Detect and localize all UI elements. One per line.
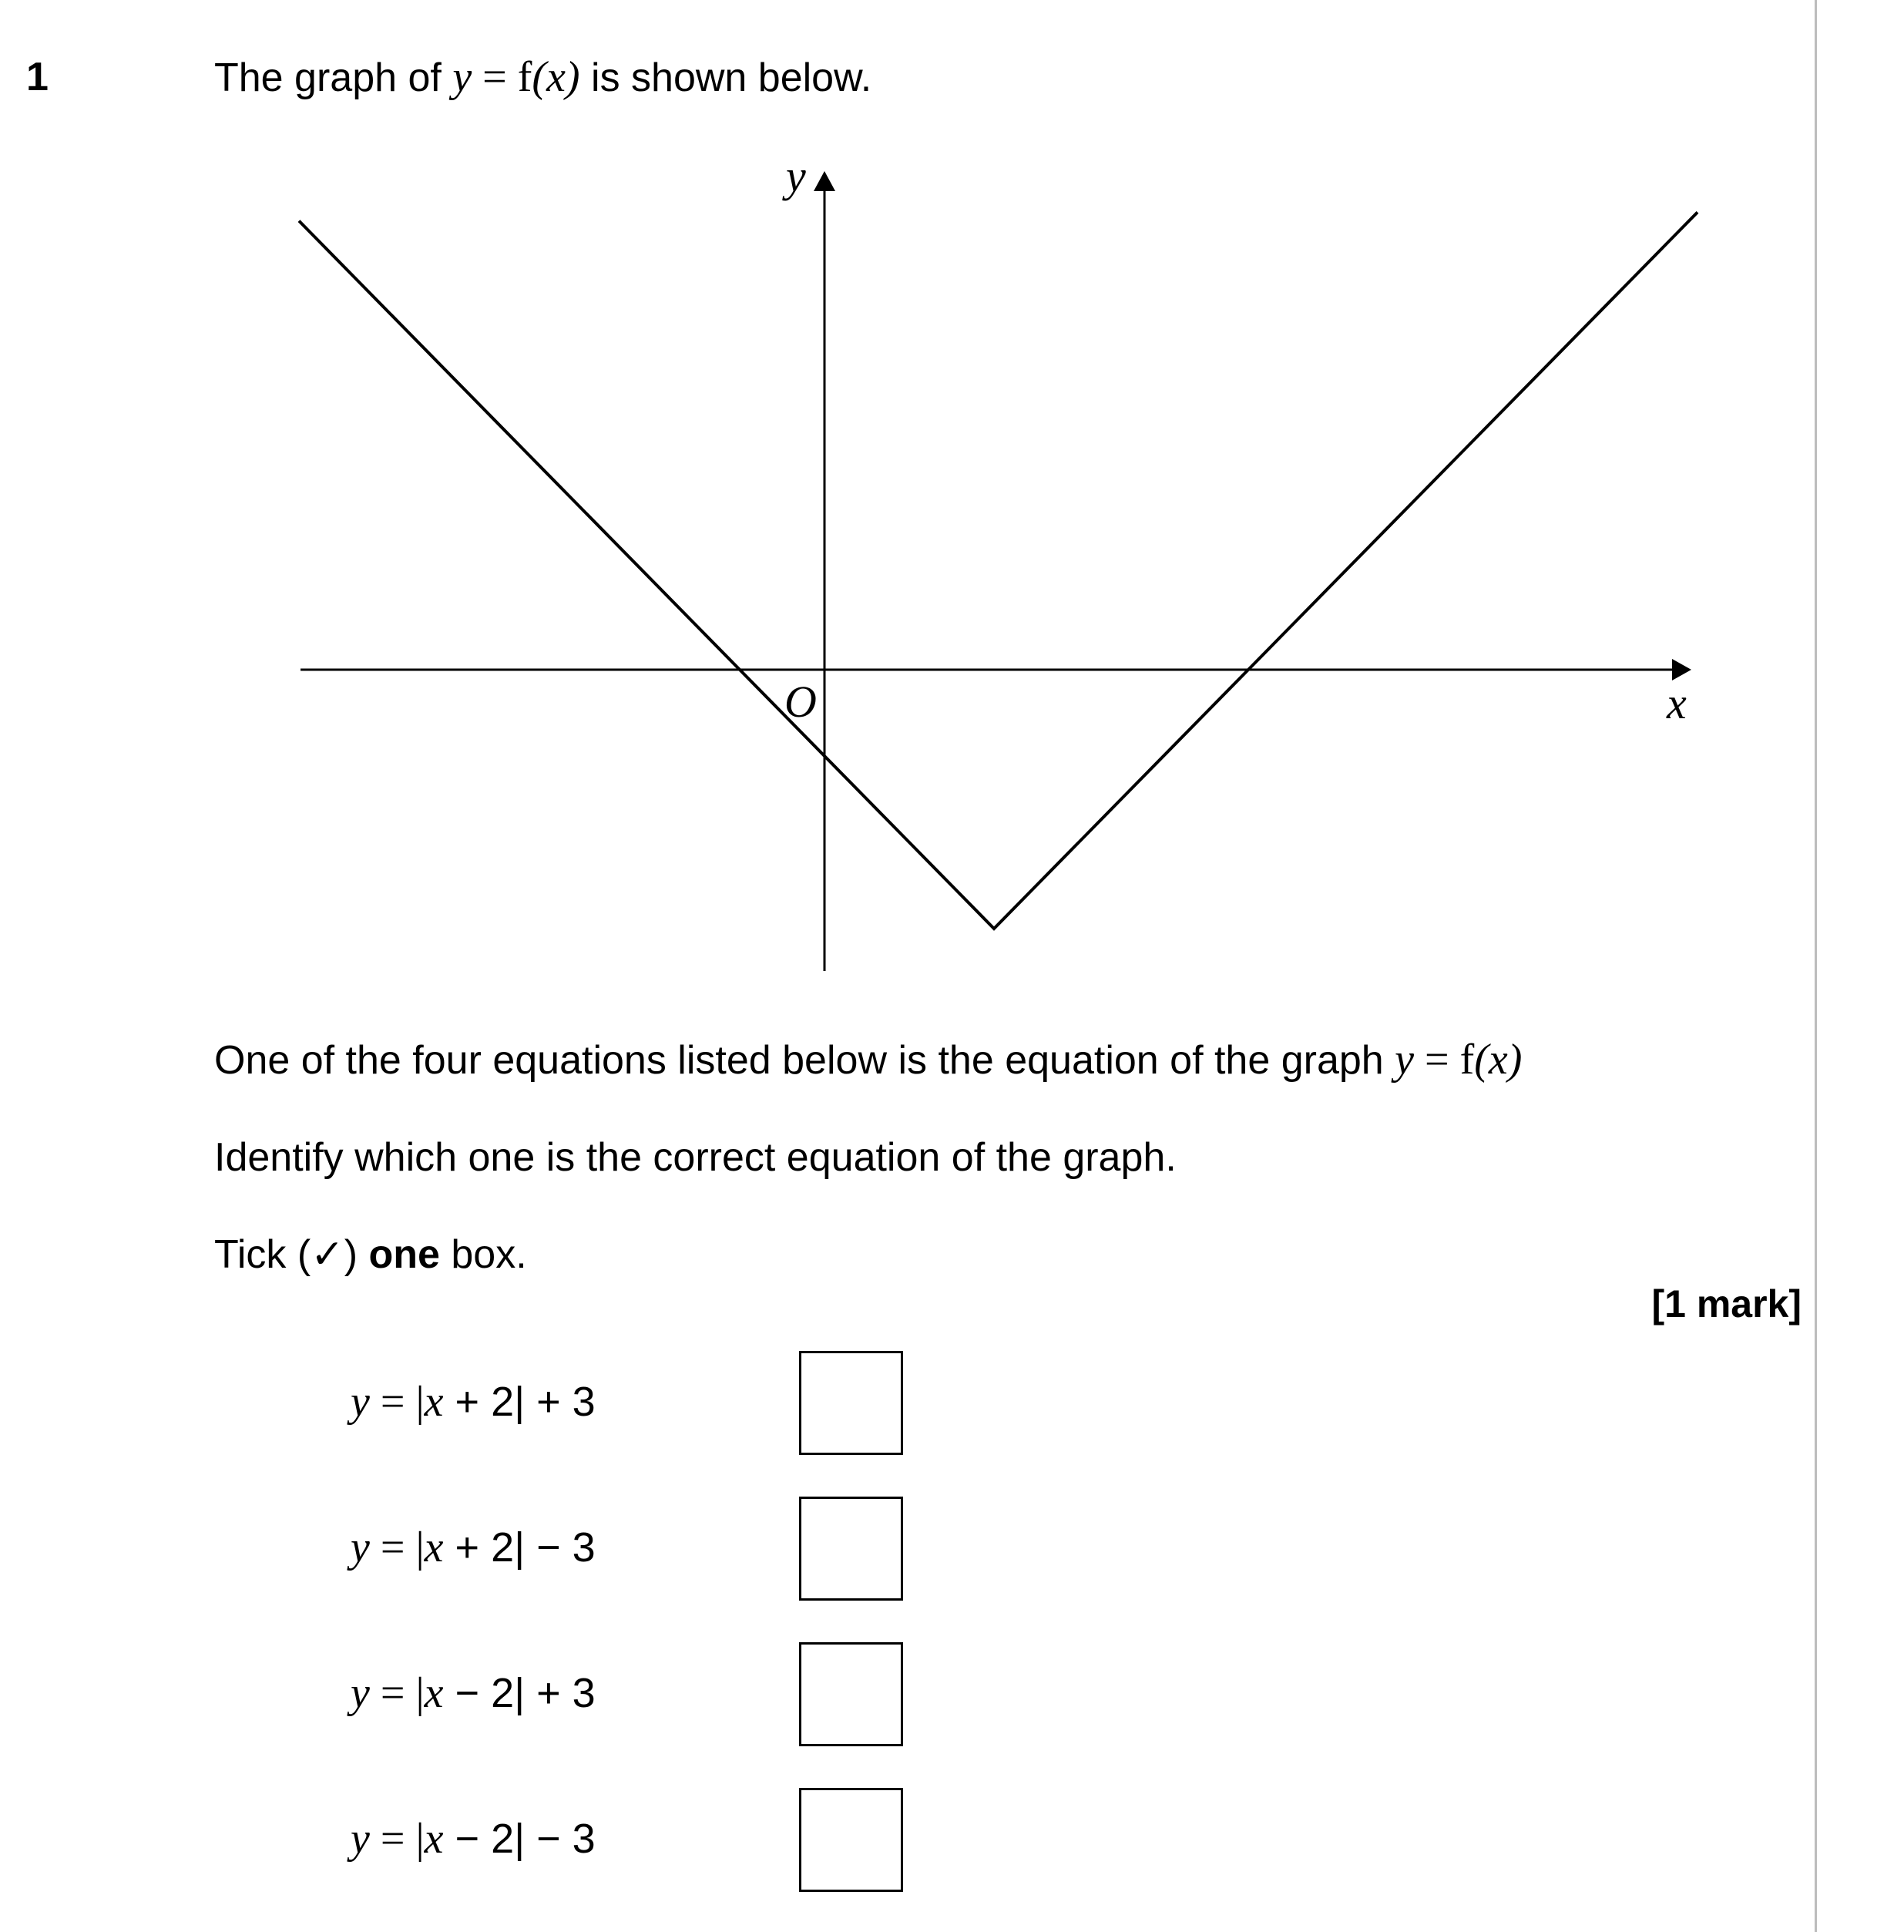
option-1-eq: = xyxy=(380,1378,405,1426)
option-4-eq: = xyxy=(380,1815,405,1863)
sentence3-bold: one xyxy=(368,1232,440,1277)
intro-text-pre: The graph of xyxy=(214,55,453,100)
option-3-equation: y = |x − 2| + 3 xyxy=(351,1669,596,1717)
option-1-rest: + 2| + 3 xyxy=(443,1379,596,1425)
marks-label: [1 mark] xyxy=(1651,1282,1802,1326)
option-4-rest: − 2| − 3 xyxy=(443,1816,596,1862)
y-axis-arrow xyxy=(814,171,835,191)
function-line xyxy=(299,212,1697,929)
sentence3-post: box. xyxy=(439,1232,527,1277)
option-3-tick-box[interactable] xyxy=(799,1642,903,1746)
instruction-sentence-2: Identify which one is the correct equation of the graph. xyxy=(214,1135,1177,1180)
option-2-y: y xyxy=(351,1524,370,1571)
intro-math-f: f xyxy=(517,53,532,101)
option-3-eq: = xyxy=(380,1669,405,1717)
option-3-x: x xyxy=(424,1669,444,1717)
option-2-tick-box[interactable] xyxy=(799,1497,903,1601)
instruction-sentence-1 xyxy=(214,1032,1522,1088)
sentence1-math-x: (x) xyxy=(1474,1036,1523,1084)
page-margin-line xyxy=(1815,0,1817,1932)
option-1-equation: y = |x + 2| + 3 xyxy=(351,1378,596,1426)
intro-math-eq: = xyxy=(482,53,507,101)
option-1-tick-box[interactable] xyxy=(799,1351,903,1455)
option-4-y: y xyxy=(351,1815,370,1863)
intro-math-x: (x) xyxy=(532,53,580,101)
option-3-y: y xyxy=(351,1669,370,1717)
option-2-x: x xyxy=(424,1524,444,1571)
intro-text-post: is shown below. xyxy=(579,55,872,100)
option-1-x: x xyxy=(424,1378,444,1426)
sentence1-math-eq: = xyxy=(1425,1036,1449,1084)
x-axis-label: x xyxy=(1667,678,1687,728)
instruction-sentence-3 xyxy=(214,1227,527,1282)
sentence1-math-f: f xyxy=(1459,1036,1475,1084)
option-3-rest: − 2| + 3 xyxy=(443,1670,596,1716)
option-4-x: x xyxy=(424,1815,444,1863)
option-2-eq: = xyxy=(380,1524,405,1571)
sentence1-text: One of the four equations listed below is the equation of the graph xyxy=(214,1038,1395,1083)
intro-math-y: y xyxy=(452,53,472,101)
option-2-rest: + 2| − 3 xyxy=(443,1524,596,1571)
origin-label: O xyxy=(784,677,817,727)
option-4-equation: y = |x − 2| − 3 xyxy=(351,1815,596,1863)
sentence3-pre: Tick (✓) xyxy=(214,1232,369,1277)
sentence1-math-y: y xyxy=(1395,1036,1415,1084)
x-axis-arrow xyxy=(1672,659,1691,680)
y-axis-label: y xyxy=(786,151,806,201)
question-number: 1 xyxy=(26,55,49,99)
option-2-equation: y = |x + 2| − 3 xyxy=(351,1524,596,1571)
option-4-tick-box[interactable] xyxy=(799,1788,903,1892)
option-1-y: y xyxy=(351,1378,370,1426)
